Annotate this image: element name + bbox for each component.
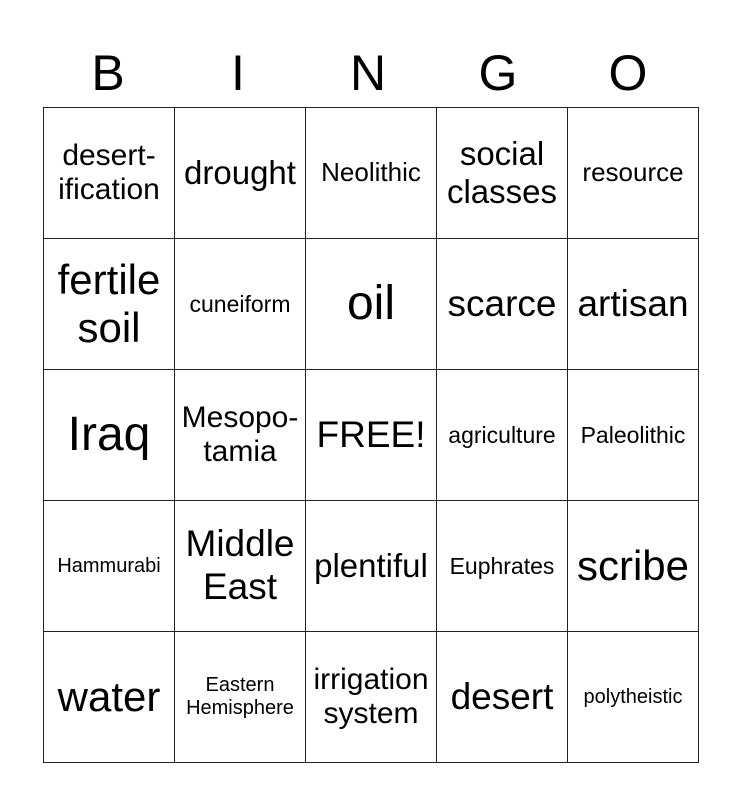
cell-word: plentiful	[314, 547, 428, 585]
cell-word: Mesopo- tamia	[181, 400, 299, 468]
cell-word: desert- ification	[58, 138, 160, 206]
cell-word: Middle East	[185, 523, 295, 607]
bingo-cell	[44, 239, 175, 370]
bingo-cell	[44, 108, 175, 239]
cell-word: drought	[184, 154, 296, 192]
cell-word: agriculture	[448, 421, 556, 448]
grid-row	[44, 370, 699, 501]
bingo-cell	[306, 632, 437, 763]
cell-word: artisan	[577, 282, 689, 324]
cell-word: polytheistic	[583, 685, 683, 708]
bingo-cell	[306, 501, 437, 632]
cell-word: desert	[450, 675, 554, 717]
bingo-cell	[568, 239, 699, 370]
cell-word: Paleolithic	[580, 421, 686, 448]
cell-word: resource	[582, 157, 684, 188]
free-space-label: FREE!	[316, 413, 426, 455]
cell-word: scribe	[576, 541, 690, 589]
bingo-cell	[175, 239, 306, 370]
cell-word: water	[57, 672, 161, 720]
bingo-cell	[175, 370, 306, 501]
grid-row	[44, 108, 699, 239]
grid-row	[44, 501, 699, 632]
bingo-cell	[437, 239, 568, 370]
bingo-cell	[175, 632, 306, 763]
free-space-cell	[306, 370, 437, 501]
cell-word: Hammurabi	[57, 554, 161, 577]
cell-word: fertile soil	[57, 255, 161, 351]
bingo-header	[43, 40, 693, 106]
bingo-cell	[306, 239, 437, 370]
cell-word: oil	[346, 277, 396, 331]
bingo-cell	[44, 501, 175, 632]
cell-word: Iraq	[67, 408, 151, 462]
header-letter-g: G	[478, 45, 518, 101]
bingo-cell	[568, 632, 699, 763]
header-letter-n: N	[349, 45, 387, 101]
bingo-cell	[437, 632, 568, 763]
bingo-cell	[437, 108, 568, 239]
bingo-cell	[568, 108, 699, 239]
bingo-cell	[175, 501, 306, 632]
cell-word: Neolithic	[321, 157, 421, 188]
grid-row	[44, 632, 699, 763]
bingo-cell	[568, 370, 699, 501]
cell-word: irrigation system	[313, 662, 429, 730]
bingo-cell	[568, 501, 699, 632]
cell-word: scarce	[447, 282, 557, 324]
cell-word: Euphrates	[449, 552, 555, 579]
cell-word: social classes	[446, 135, 558, 210]
bingo-cell	[437, 370, 568, 501]
cell-word: cuneiform	[189, 290, 291, 317]
bingo-cell	[437, 501, 568, 632]
bingo-cell	[175, 108, 306, 239]
bingo-cell	[306, 108, 437, 239]
header-letter-o: O	[608, 45, 648, 101]
bingo-cell	[44, 632, 175, 763]
header-letter-b: B	[91, 45, 125, 101]
grid-row	[44, 239, 699, 370]
bingo-grid	[43, 107, 699, 763]
bingo-cell	[44, 370, 175, 501]
cell-word: Eastern Hemisphere	[186, 674, 294, 719]
header-letter-i: I	[231, 45, 245, 101]
